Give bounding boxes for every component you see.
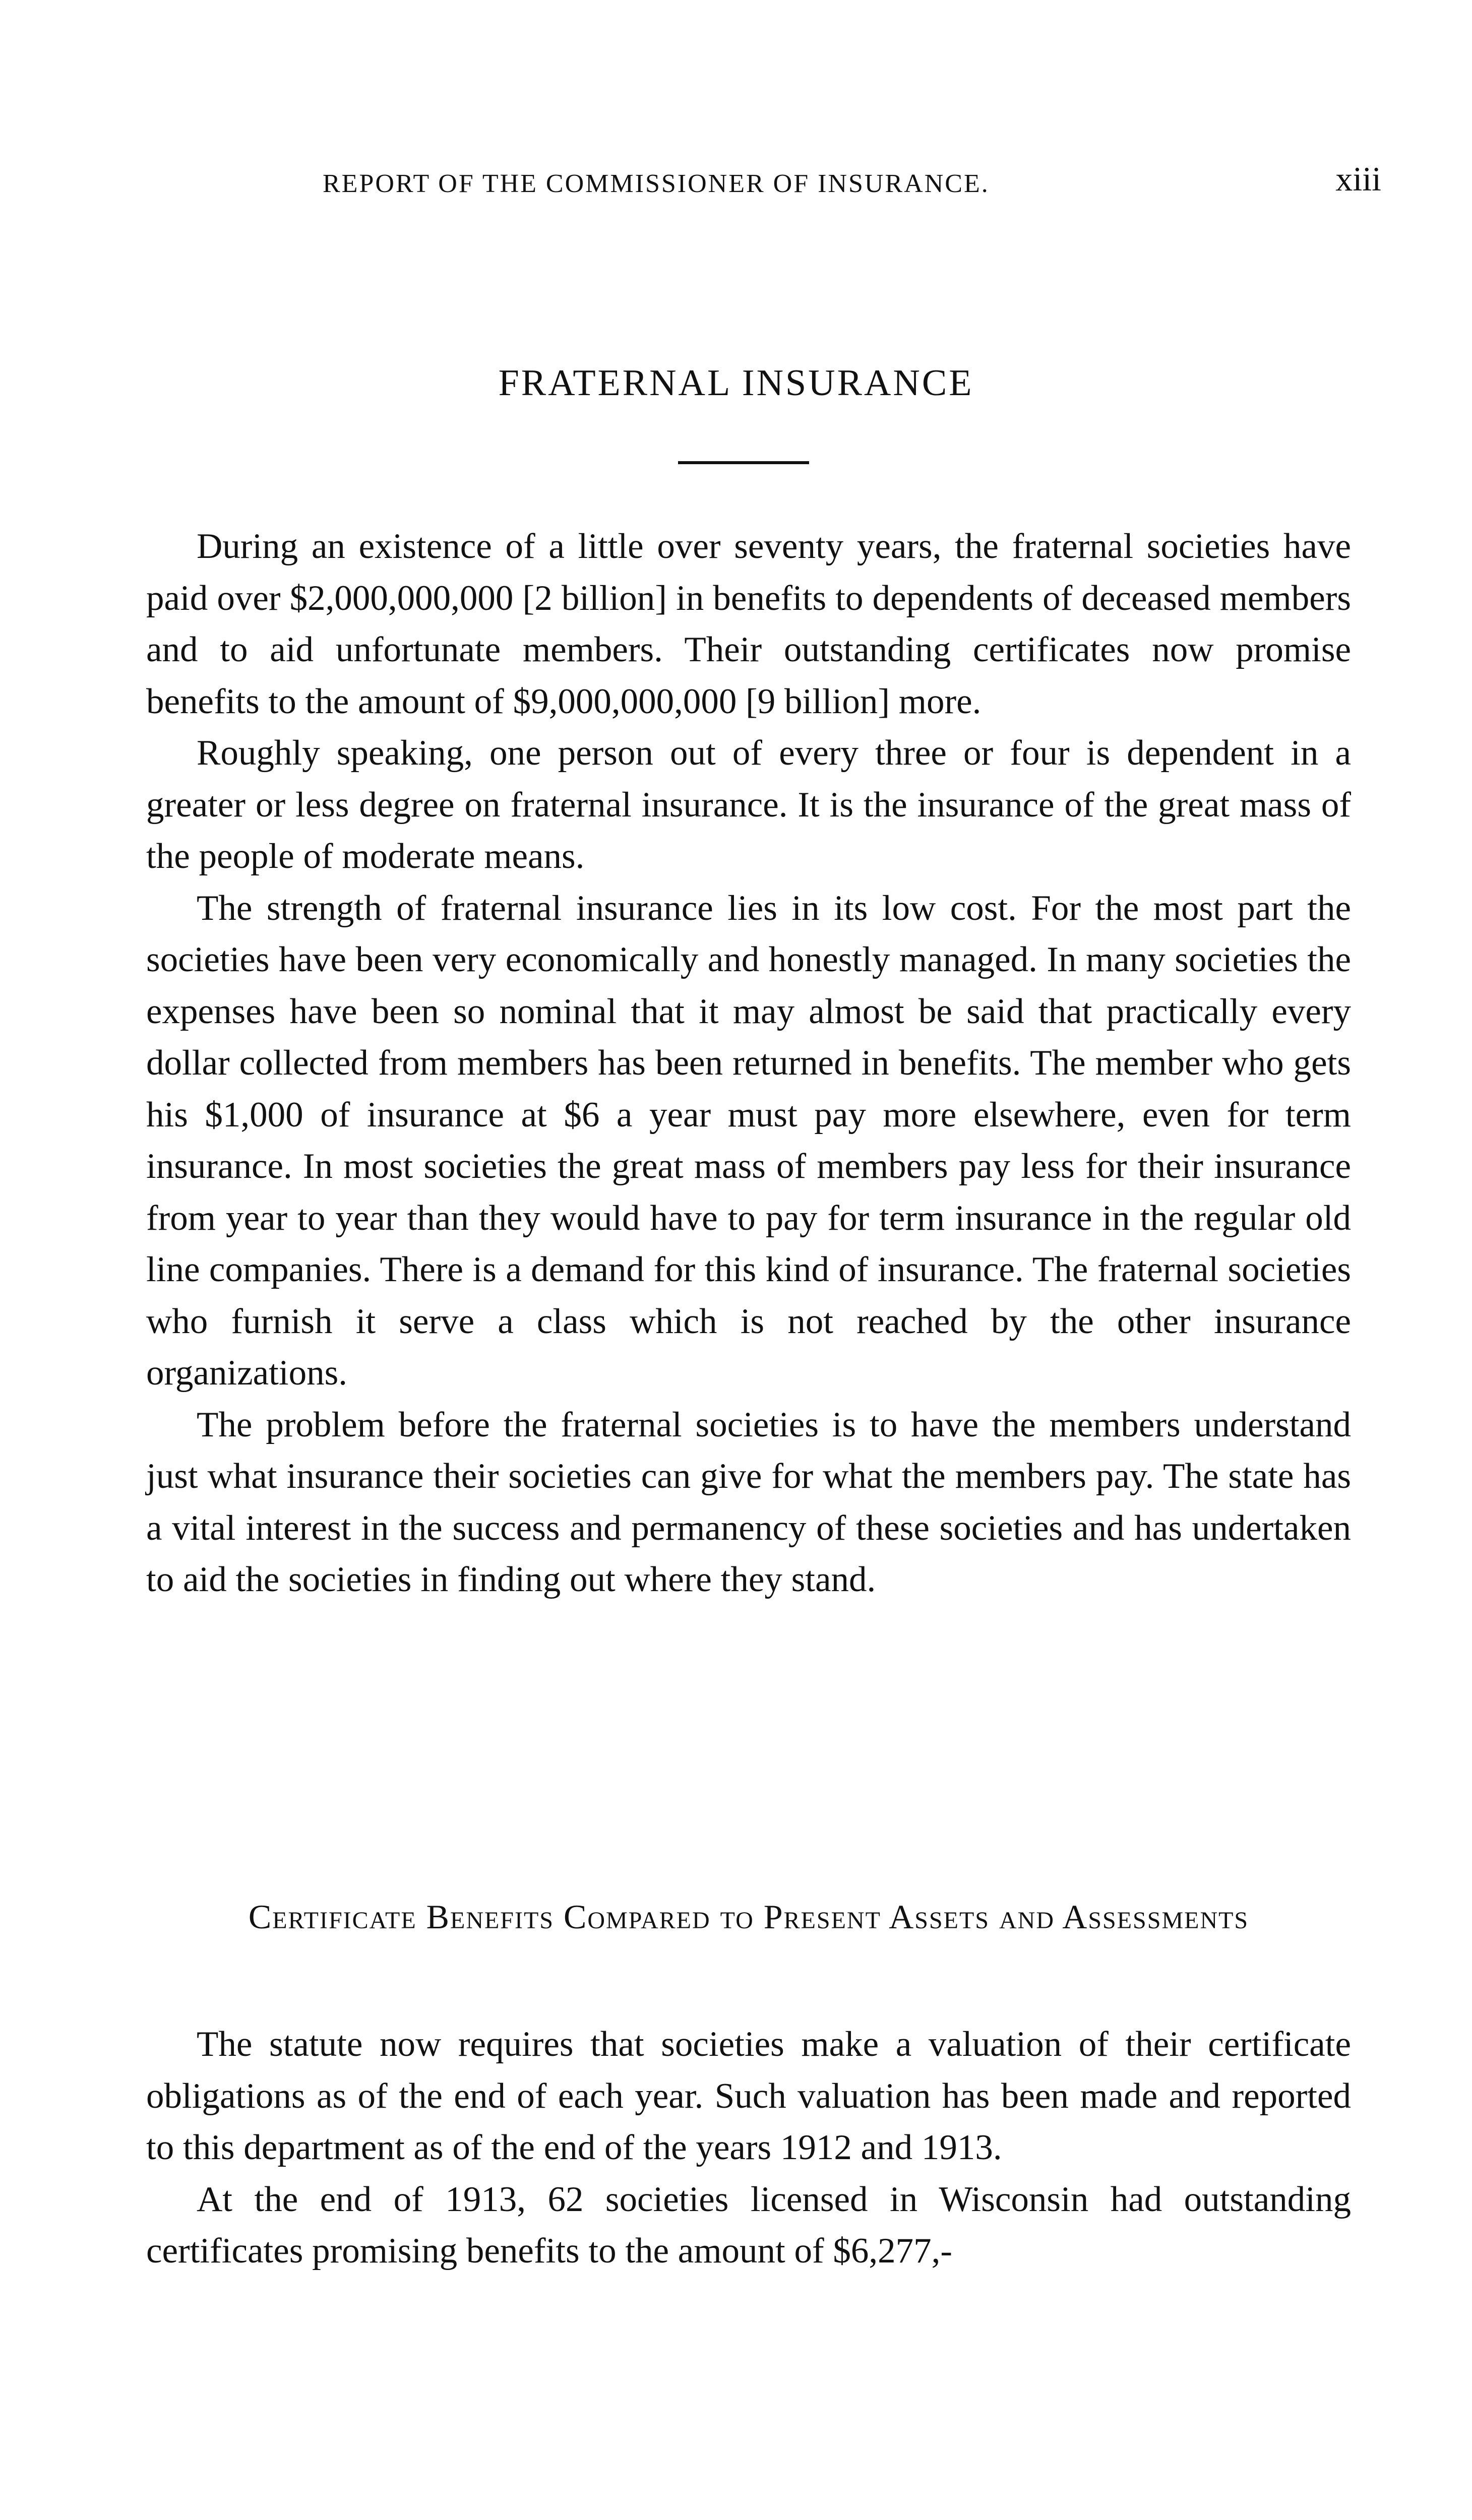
paragraph: The problem before the fraternal societies is to have the members understand just what insurance their societies can give for what the members pay. The state has a vital interest in the success and permanency of these societies and has undertaken to aid the societies in finding out where they stand.: [146, 1405, 1351, 1599]
subsection-title: Certificate Benefits Compared to Present Assets and Assessments: [248, 1898, 1249, 1936]
page-number: xiii: [1335, 160, 1381, 198]
subsection-body: [146, 2019, 1351, 2277]
subsection-heading: [146, 1891, 1351, 1942]
paragraph: During an existence of a little over seventy years, the fraternal societies have paid over $2,000,000,000 [2 billion] in benefits to dependents of deceased members and to aid unfortunate members. Their outstanding certificates now promise benefits to the amount of $9,000,000,000 [9 billion] more.: [146, 527, 1351, 721]
section-body: [146, 521, 1351, 1606]
title-rule: [678, 461, 809, 464]
running-head: [323, 160, 1381, 204]
paragraph: At the end of 1913, 62 societies licensed in Wisconsin had outstanding certificates promising benefits to the amount of $6,277,-: [146, 2179, 1351, 2271]
running-head-title: REPORT OF THE COMMISSIONER OF INSURANCE.: [323, 169, 990, 198]
paragraph: The statute now requires that societies make a valuation of their certificate obligations as of the end of each year. Such valuation has been made and reported to this department as of the end of the years 1912 and 1913.: [146, 2025, 1351, 2167]
paragraph: The strength of fraternal insurance lies in its low cost. For the most part the societies have been very economically and honestly managed. In many societies the expenses have been so nominal that it may almost be said that practically every dollar collected from members has been returned in benefits. The member who gets his $1,000 of insurance at $6 a year must pay more elsewhere, even for term insurance. In most societies the great mass of members pay less for their insurance from year to year than they would have to pay for term insurance in the regular old line companies. There is a demand for this kind of insurance. The fraternal societies who furnish it serve a class which is not reached by the other insurance organizations.: [146, 888, 1351, 1393]
paragraph: Roughly speaking, one person out of every three or four is dependent in a greater or less degree on fraternal insurance. It is the insurance of the great mass of the people of moderate means.: [146, 733, 1351, 876]
section-title: FRATERNAL INSURANCE: [498, 362, 974, 404]
